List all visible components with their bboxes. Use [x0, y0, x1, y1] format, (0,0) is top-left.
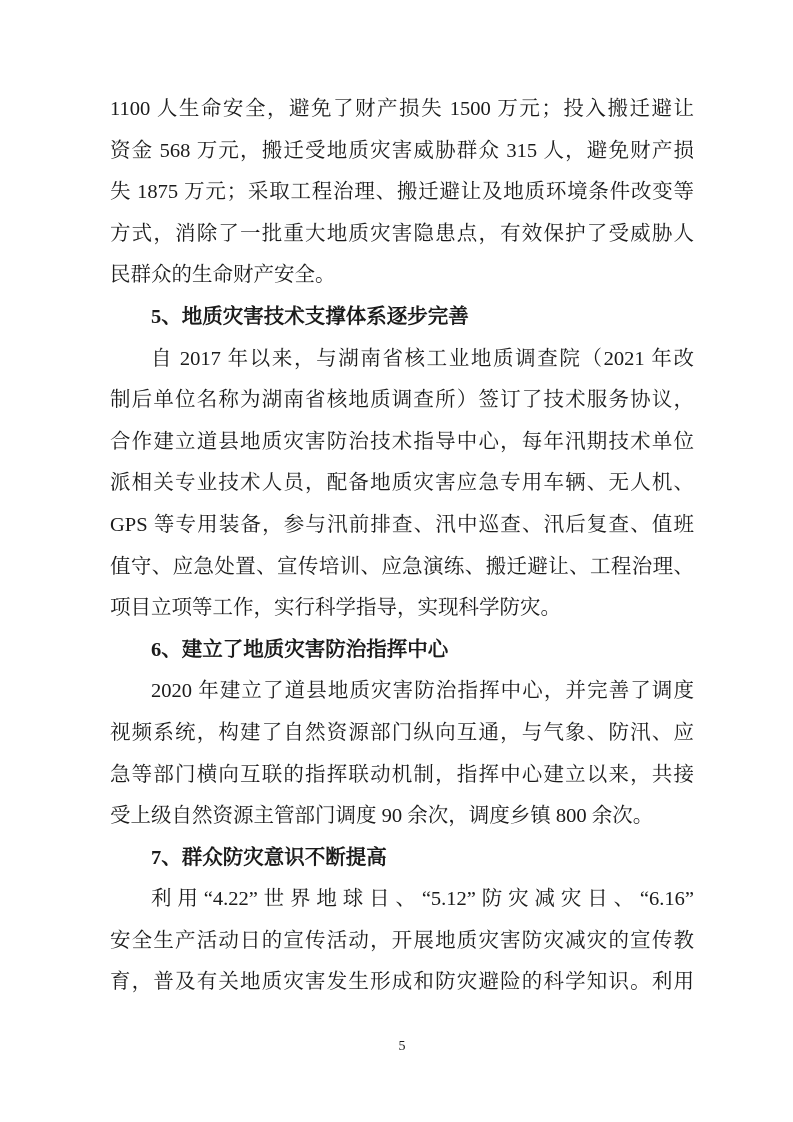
text-line: GPS 等专用装备，参与汛前排查、汛中巡查、汛后复查、值班	[110, 513, 694, 536]
text-line: 值守、应急处置、宣传培训、应急演练、搬迁避让、工程治理、	[110, 555, 694, 578]
text-line: 急等部门横向互联的指挥联动机制，指挥中心建立以来，共接	[110, 763, 694, 786]
text-line: 自 2017 年以来，与湖南省核工业地质调查院（2021 年改	[151, 347, 694, 370]
section-heading-5: 5、地质灾害技术支撑体系逐步完善	[151, 305, 469, 328]
text-line: 合作建立道县地质灾害防治技术指导中心，每年汛期技术单位	[110, 430, 694, 453]
paragraph	[110, 879, 694, 1004]
text-line: 安全生产活动日的宣传活动，开展地质灾害防灾减灾的宣传教	[110, 929, 694, 952]
text-line: 方式，消除了一批重大地质灾害隐患点，有效保护了受威胁人	[110, 222, 694, 245]
paragraph	[110, 339, 694, 630]
text-line: 视频系统，构建了自然资源部门纵向互通，与气象、防汛、应	[110, 721, 694, 744]
text-line: 失 1875 万元；采取工程治理、搬迁避让及地质环境条件改变等	[110, 181, 694, 204]
paragraph	[110, 671, 694, 837]
text-line: 项目立项等工作，实行科学指导，实现科学防灾。	[110, 597, 561, 620]
text-line: 1100 人生命安全，避免了财产损失 1500 万元；投入搬迁避让	[110, 98, 694, 120]
text-line: 制后单位名称为湖南省核地质调查所）签订了技术服务协议，	[110, 389, 694, 412]
text-column	[110, 89, 694, 1004]
text-line: 资金 568 万元，搬迁受地质灾害威胁群众 315 人，避免财产损	[110, 139, 694, 162]
text-line: 派相关专业技术人员，配备地质灾害应急专用车辆、无人机、	[110, 472, 694, 495]
text-line: 育，普及有关地质灾害发生形成和防灾避险的科学知识。利用	[110, 971, 694, 994]
text-line: 2020 年建立了道县地质灾害防治指挥中心，并完善了调度	[151, 680, 694, 703]
text-line: 民群众的生命财产安全。	[110, 264, 336, 287]
paragraph	[110, 89, 694, 297]
text-line: 受上级自然资源主管部门调度 90 余次，调度乡镇 800 余次。	[110, 805, 654, 828]
section-heading-7: 7、群众防灾意识不断提高	[151, 846, 387, 869]
section-heading-6: 6、建立了地质灾害防治指挥中心	[151, 638, 449, 661]
text-line: 利用“4.22”世界地球日、“5.12”防灾减灾日、“6.16”	[151, 888, 694, 911]
page-number: 5	[398, 1039, 406, 1054]
